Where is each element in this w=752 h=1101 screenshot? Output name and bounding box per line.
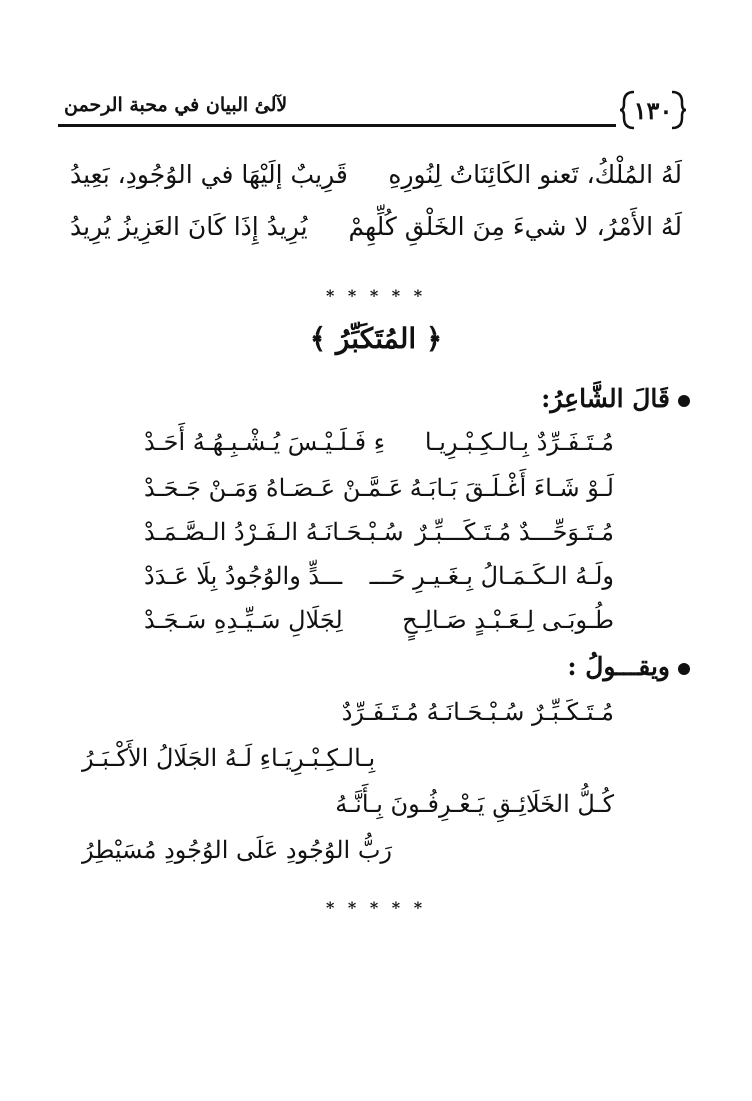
verse-first-hemistich: لَهُ المُلْكُ، تَعنو الكَائِنَاتُ لِنُورِهِ [388, 160, 682, 189]
quote-heading [567, 652, 690, 681]
verse-line [144, 428, 614, 462]
verse-first-hemistich: طُـوبَـى لِـعَـبْـدٍ صَـالِـحٍ [402, 606, 614, 634]
verse-second-hemistich: يُرِيدُ إِذَا كَانَ العَزِيزُ يُرِيدُ [70, 212, 308, 241]
verse-second-hemistich: قَرِيبٌ إلَيْهَا في الوُجُودِ، بَعِيدُ [70, 160, 348, 189]
verse-second-hemistich: ءِ فَـلَـيْـسَ يُـشْـبِـهُـهُ أَحَـدْ [144, 428, 386, 456]
verse-first-hemistich: لَهُ الأَمْرُ، لا شيءَ مِنَ الخَلْقِ كُلِّهِمْ [348, 212, 682, 241]
quote-heading [541, 384, 690, 413]
poem-line: مُـتَـكَـبِّـرٌ سُـبْـحَـانَـهُ مُـتَـفَـرِّدٌ [341, 698, 614, 726]
quote-heading-text: قَالَ الشَّاعِرُ: [541, 384, 670, 413]
verse-line [144, 606, 614, 640]
verse-line [144, 474, 614, 508]
page-header [58, 88, 690, 140]
poem-line: كُـلُّ الخَلَائِـقِ يَـعْـرِفُـونَ بِـأَنَّـهُ [335, 790, 614, 818]
bullet-icon [678, 395, 690, 407]
separator-stars: * * * * * [325, 286, 427, 305]
bullet-icon [678, 663, 690, 675]
verse-first-hemistich: ولَـهُ الـكَـمَـالُ بِـغَـيـرِ حَـــ [369, 562, 614, 590]
verse-first-hemistich: لَـوْ شَـاءَ أَغْـلَـقَ بَـابَـهُ [409, 474, 614, 502]
verse-line [144, 518, 614, 552]
verse-first-hemistich: مُـتَـوَحِّـــدٌ مُـتَـكَـــبِّـرٌ [415, 518, 614, 546]
verse-second-hemistich: لِجَلَالِ سَـيِّـدِهِ سَـجَـدْ [144, 606, 343, 634]
poem-line: بِـالـكِـبْـرِيَـاءِ لَـهُ الجَلَالُ الأَكْـبَـرُ [82, 744, 376, 772]
header-rule [58, 124, 616, 127]
verse-second-hemistich: ـــدٍّ والوُجُودُ بِلَا عَـدَدْ [144, 562, 343, 590]
verse-line [70, 212, 682, 248]
verse-second-hemistich: سُـبْـحَـانَـهُ الـفَـرْدُ الـصَّـمَـدْ [144, 518, 404, 546]
section-title: ﴿ المُتَكَبِّرُ ﴾ [309, 322, 443, 355]
verse-line [70, 160, 682, 196]
separator-stars: * * * * * [325, 898, 427, 917]
page-number: ١٣٠ [633, 96, 673, 125]
quote-heading-text: ويقـــولُ : [567, 652, 670, 681]
poem-line: رَبُّ الوُجُودِ عَلَى الوُجُودِ مُسَيْطِرُ [82, 836, 393, 864]
verse-second-hemistich: عَـمَّـنْ عَـصَـاهُ وَمَـنْ جَـحَـدْ [144, 474, 404, 502]
page-number-frame [616, 90, 690, 128]
verse-first-hemistich: مُـتَـفَـرِّدٌ بِـالـكِـبْـرِيـا [424, 428, 614, 456]
book-title: لآلئ البيان في محبة الرحمن [64, 94, 288, 116]
verse-line [144, 562, 614, 596]
